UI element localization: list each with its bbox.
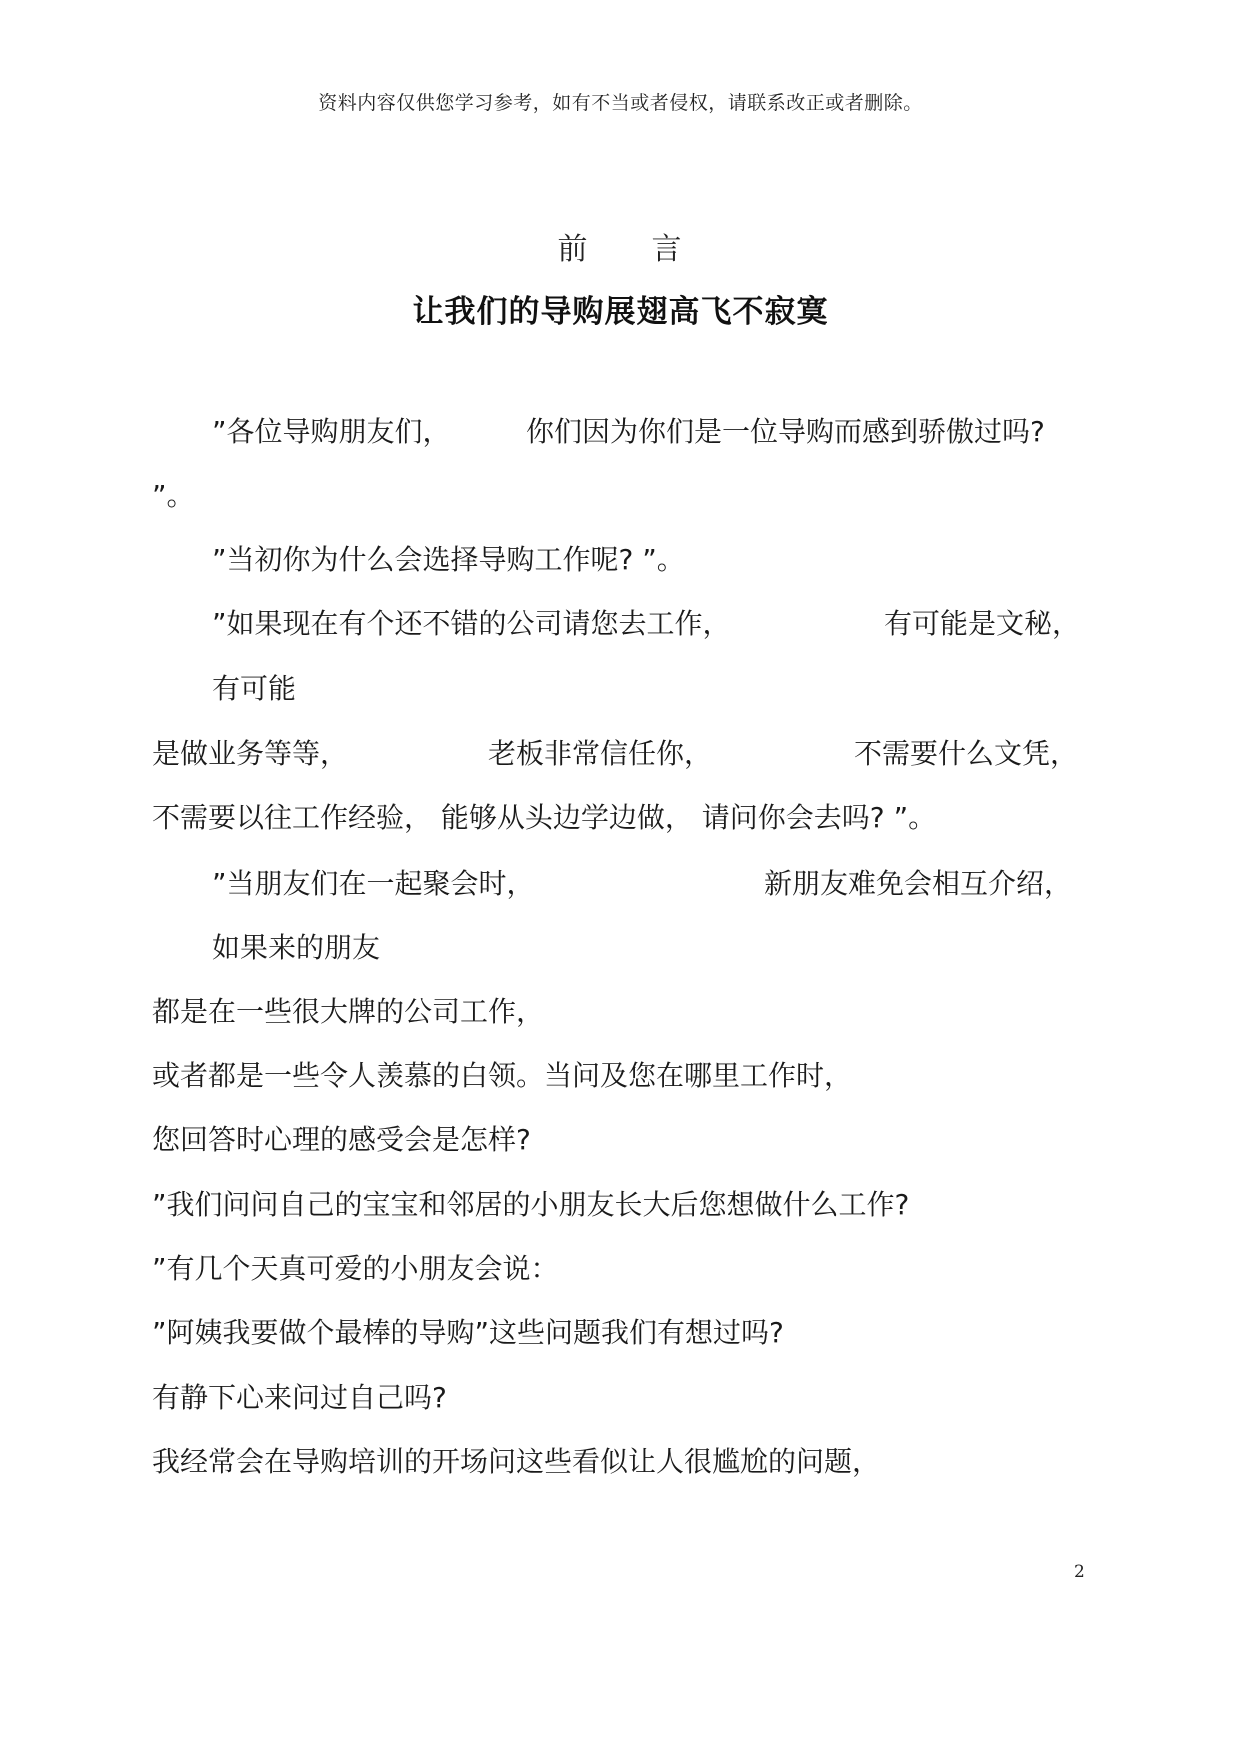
text-line: 都是在一些很大牌的公司工作， — [152, 995, 545, 1028]
disclaimer-header: 资料内容仅供您学习参考，如有不当或者侵权，请联系改正或者删除。 — [318, 92, 923, 114]
text-line — [0, 866, 1241, 902]
paragraph-text: 是做业务等等， — [152, 737, 349, 770]
page-subtitle: 让我们的导购展翅高飞不寂寞 — [412, 294, 829, 330]
paragraph-text: 有可能是文秘， — [884, 607, 1081, 640]
paragraph-text: ”各位导购朋友们， — [212, 415, 451, 448]
text-line: ”阿姨我要做个最棒的导购”这些问题我们有想过吗? — [152, 1316, 784, 1349]
paragraph-text: 不需要什么文凭， — [854, 737, 1079, 770]
paragraph-text: ”当朋友们在一起聚会时， — [212, 867, 535, 900]
text-line — [0, 736, 1241, 772]
paragraph-text: 老板非常信任你， — [488, 737, 713, 770]
text-line — [0, 414, 1241, 450]
title-char-right: 言 — [651, 232, 684, 267]
text-line: 不需要以往工作经验， 能够从头边学边做， 请问你会去吗? ”。 — [152, 801, 937, 834]
text-line: ”当初你为什么会选择导购工作呢? ”。 — [212, 543, 685, 576]
text-line: 或者都是一些令人羡慕的白领。当问及您在哪里工作时， — [152, 1059, 853, 1092]
text-line: 如果来的朋友 — [212, 931, 381, 964]
page-number: 2 — [1074, 1562, 1085, 1582]
title-char-left: 前 — [557, 232, 590, 267]
text-line: 有可能 — [212, 672, 297, 705]
text-line — [0, 606, 1241, 642]
paragraph-text: ”如果现在有个还不错的公司请您去工作， — [212, 607, 731, 640]
paragraph-text: 你们因为你们是一位导购而感到骄傲过吗? — [526, 415, 1045, 448]
text-line: ”。 — [152, 479, 195, 512]
text-line: ”有几个天真可爱的小朋友会说： — [152, 1252, 559, 1285]
paragraph-text: 新朋友难免会相互介绍， — [764, 867, 1073, 900]
text-line: ”我们问问自己的宝宝和邻居的小朋友长大后您想做什么工作? — [152, 1188, 910, 1221]
text-line: 您回答时心理的感受会是怎样? — [152, 1123, 531, 1156]
page-title — [0, 224, 1241, 268]
text-line: 我经常会在导购培训的开场问这些看似让人很尴尬的问题， — [152, 1445, 881, 1478]
text-line: 有静下心来问过自己吗? — [152, 1381, 447, 1414]
